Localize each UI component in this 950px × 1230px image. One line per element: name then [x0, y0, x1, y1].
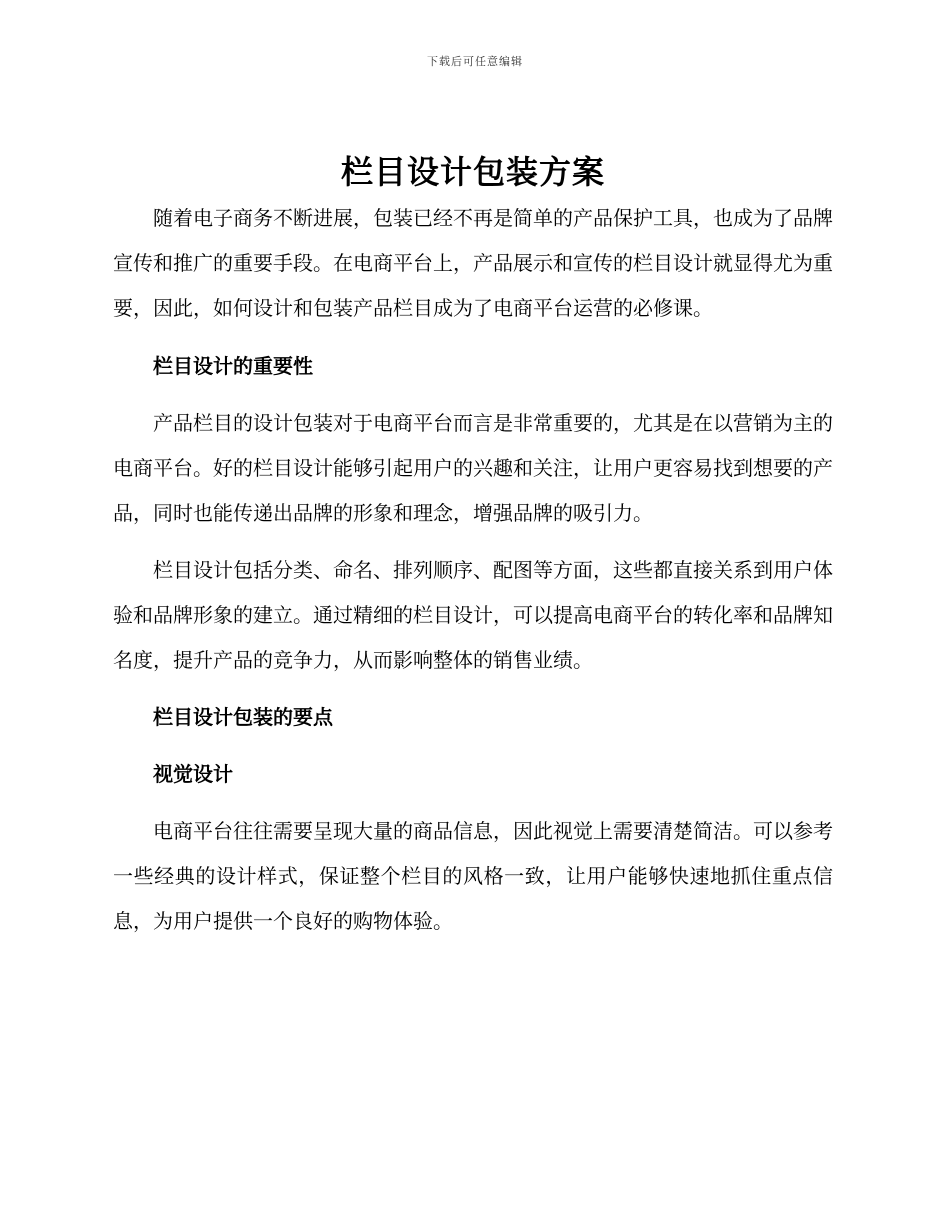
heading-key-points: 栏目设计包装的要点: [153, 705, 333, 729]
document-content: [113, 148, 833, 944]
heading-importance: 栏目设计的重要性: [153, 354, 313, 378]
paragraph-importance-1: 产品栏目的设计包装对于电商平台而言是非常重要的，尤其是在以营销为主的电商平台。好的栏目设计能够引起用户的兴趣和关注，让用户更容易找到想要的产品，同时也能传递出品牌的形象和理念，增强品牌的吸引力。: [113, 411, 833, 525]
document-title: 栏目设计包装方案: [340, 153, 605, 191]
paragraph-visual: 电商平台往往需要呈现大量的商品信息，因此视觉上需要清楚简洁。可以参考一些经典的设计样式，保证整个栏目的风格一致，让用户能够快速地抓住重点信息，为用户提供一个良好的购物体验。: [113, 819, 833, 933]
paragraph-importance-2: 栏目设计包括分类、命名、排列顺序、配图等方面，这些都直接关系到用户体验和品牌形象的建立。通过精细的栏目设计，可以提高电商平台的转化率和品牌知名度，提升产品的竞争力，从而影响整体的销售业绩。: [113, 558, 833, 672]
heading-visual-design: 视觉设计: [153, 762, 233, 786]
header-note: 下载后可任意编辑: [427, 55, 523, 68]
paragraph-intro: 随着电子商务不断进展，包装已经不再是简单的产品保护工具，也成为了品牌宣传和推广的重要手段。在电商平台上，产品展示和宣传的栏目设计就显得尤为重要，因此，如何设计和包装产品栏目成为了电商平台运营的必修课。: [113, 206, 833, 320]
